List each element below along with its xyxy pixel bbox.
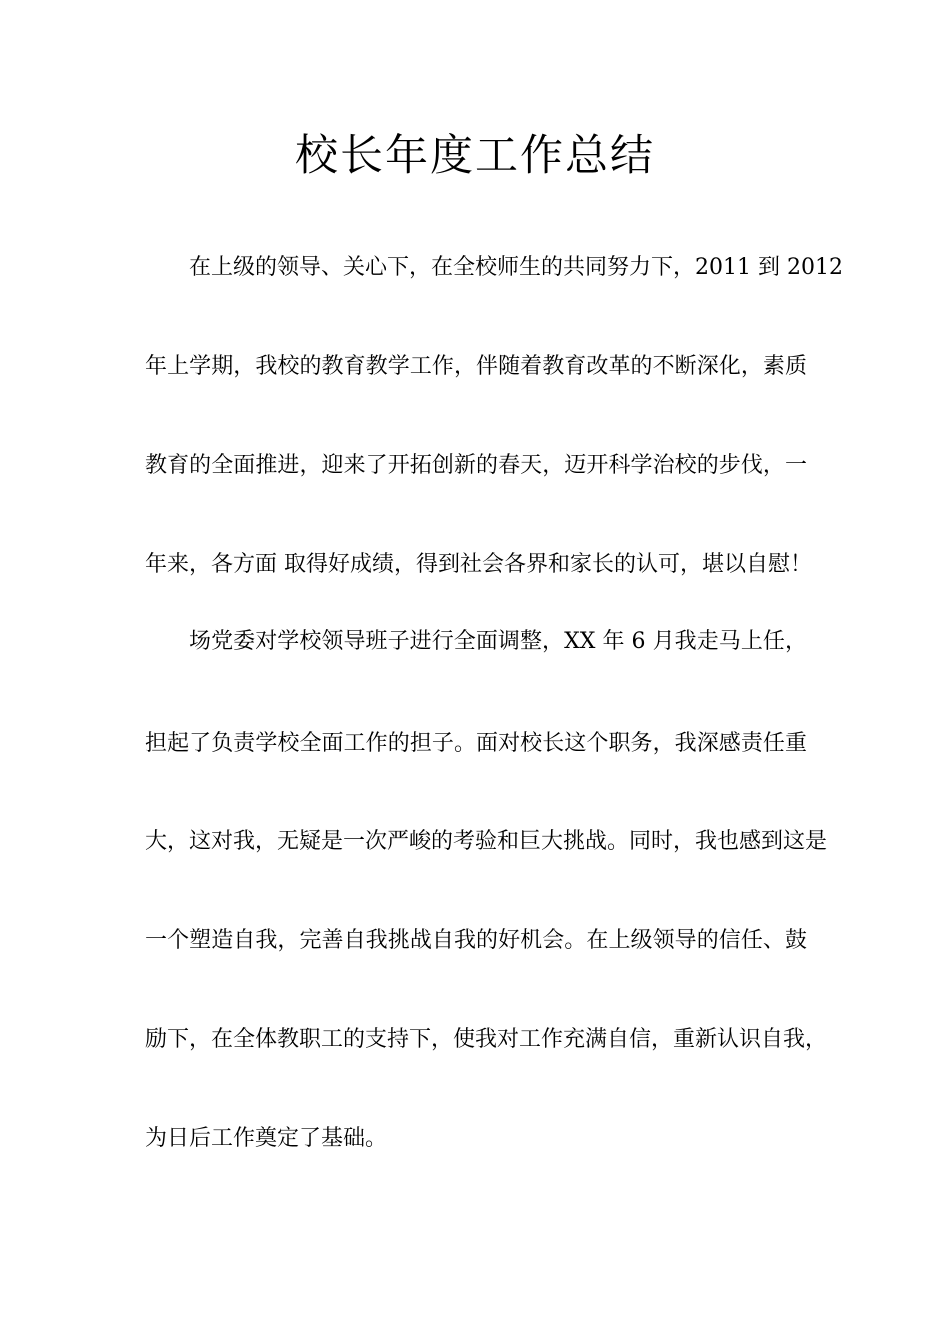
paragraph-1-line-3: 教育的全面推进，迎来了开拓创新的春天，迈开科学治校的步伐，一 xyxy=(145,453,807,478)
paragraph-1-line-2: 年上学期，我校的教育教学工作，伴随着教育改革的不断深化，素质 xyxy=(145,354,807,379)
paragraph-1-line-1: 在上级的领导、关心下，在全校师生的共同努力下，2011 到 2012 xyxy=(189,255,843,280)
paragraph-2-line-1: 场党委对学校领导班子进行全面调整，XX 年 6 月我走马上任， xyxy=(189,629,807,654)
paragraph-2-line-2: 担起了负责学校全面工作的担子。面对校长这个职务，我深感责任重 xyxy=(145,731,807,756)
document-title: 校长年度工作总结 xyxy=(295,131,655,181)
paragraph-2-line-4: 一个塑造自我，完善自我挑战自我的好机会。在上级领导的信任、鼓 xyxy=(145,928,807,953)
paragraph-2-line-3: 大，这对我，无疑是一次严峻的考验和巨大挑战。同时，我也感到这是 xyxy=(145,829,828,854)
paragraph-2-line-5: 励下，在全体教职工的支持下，使我对工作充满自信，重新认识自我， xyxy=(145,1027,828,1052)
paragraph-1-line-4: 年来，各方面 取得好成绩，得到社会各界和家长的认可，堪以自慰！ xyxy=(145,552,812,577)
paragraph-2-line-6: 为日后工作奠定了基础。 xyxy=(145,1126,388,1151)
